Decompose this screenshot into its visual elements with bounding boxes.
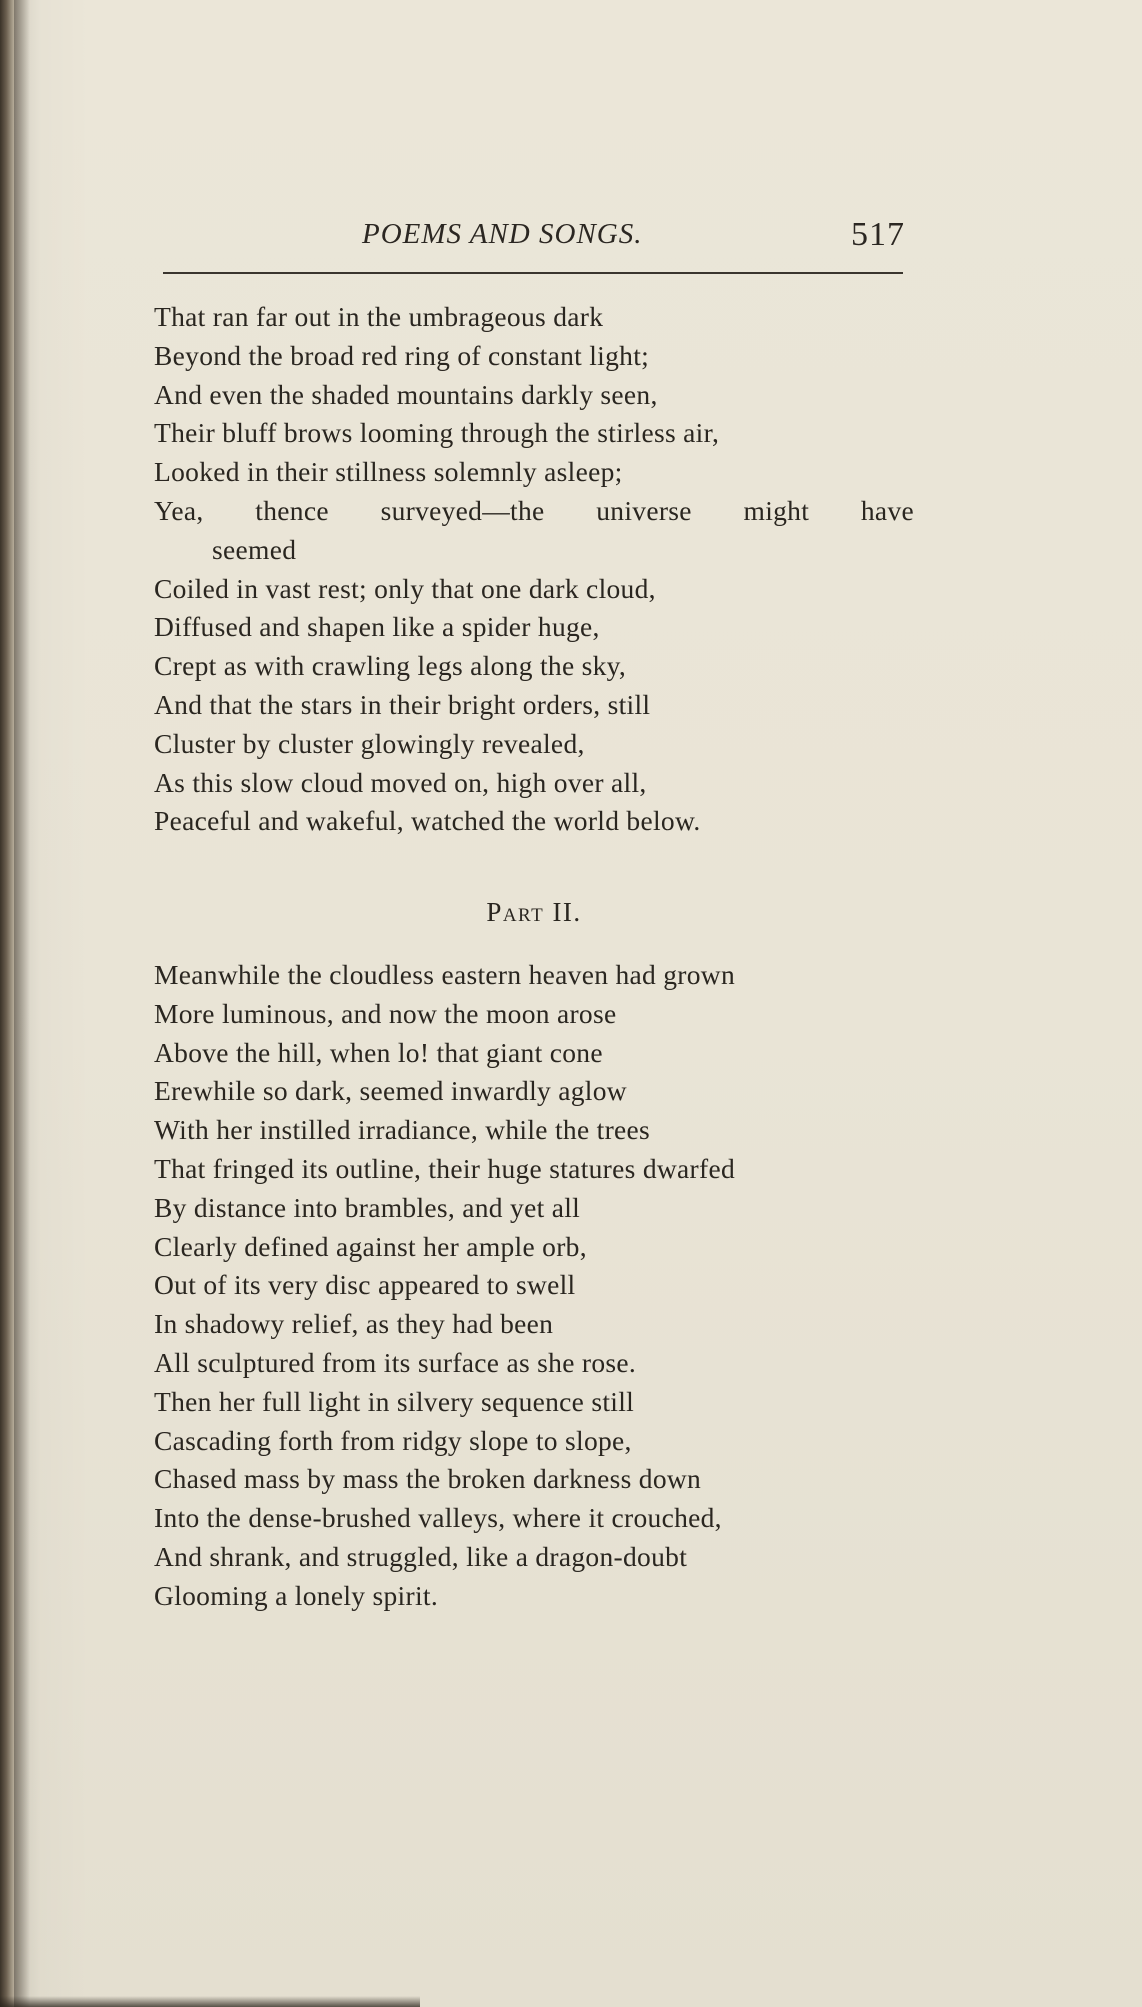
poem-line: Yea, thence surveyed—the universe might have — [154, 494, 914, 526]
poem-line: Crept as with crawling legs along the sky, — [154, 650, 627, 682]
poem-line: Peaceful and wakeful, watched the world below. — [154, 805, 701, 837]
poem-line: Their bluff brows looming through the stirless air, — [154, 417, 720, 449]
poem-line: And shrank, and struggled, like a dragon-doubt — [154, 1540, 688, 1572]
poem-line: That fringed its outline, their huge statures dwarfed — [154, 1152, 736, 1184]
poem-line: In shadowy relief, as they had been — [154, 1308, 554, 1340]
poem-line: Diffused and shapen like a spider huge, — [154, 611, 600, 643]
poem-line: Then her full light in silvery sequence still — [154, 1385, 635, 1417]
poem-line: Meanwhile the cloudless eastern heaven had grown — [154, 959, 736, 990]
poem-line: By distance into brambles, and yet all — [154, 1191, 581, 1223]
gutter-shadow — [14, 0, 30, 2007]
poem-line: Erewhile so dark, seemed inwardly aglow — [154, 1075, 627, 1107]
section-heading: Part II. — [486, 897, 582, 927]
poem-line: All sculptured from its surface as she rose. — [154, 1346, 637, 1378]
poem-line-continuation: seemed — [212, 533, 297, 565]
poem-line: Coiled in vast rest; only that one dark cloud, — [154, 572, 656, 604]
stanza-one — [154, 298, 914, 841]
poem-line: With her instilled irradiance, while the trees — [154, 1114, 651, 1146]
poem-line: Chased mass by mass the broken darkness down — [154, 1463, 702, 1495]
poem-line: Looked in their stillness solemnly asleep; — [154, 456, 623, 488]
poem-line: Clearly defined against her ample orb, — [154, 1230, 587, 1262]
poem-line: And even the shaded mountains darkly seen, — [154, 378, 658, 410]
stanza-two — [154, 956, 914, 1616]
poem-line: Cascading forth from ridgy slope to slope, — [154, 1424, 632, 1456]
poem-line: More luminous, and now the moon arose — [154, 997, 617, 1029]
header-rule — [163, 272, 903, 274]
poem-line: Into the dense-brushed valleys, where it crouched, — [154, 1502, 722, 1534]
poem-line: That ran far out in the umbrageous dark — [154, 301, 604, 332]
poem-line: Glooming a lonely spirit. — [154, 1579, 439, 1611]
poem-line: Above the hill, when lo! that giant cone — [154, 1036, 603, 1068]
page-bottom-edge — [0, 1996, 420, 2007]
poem-line: Out of its very disc appeared to swell — [154, 1269, 576, 1301]
poem-line: Cluster by cluster glowingly revealed, — [154, 727, 585, 759]
page-header — [150, 212, 905, 262]
poem-line: And that the stars in their bright orders, still — [154, 688, 651, 720]
poem-line: As this slow cloud moved on, high over all, — [154, 766, 647, 798]
running-title: POEMS AND SONGS. — [362, 218, 643, 250]
poem-line: Beyond the broad red ring of constant light; — [154, 339, 650, 371]
page-number: 517 — [851, 216, 905, 253]
book-binding-edge — [0, 0, 14, 2007]
